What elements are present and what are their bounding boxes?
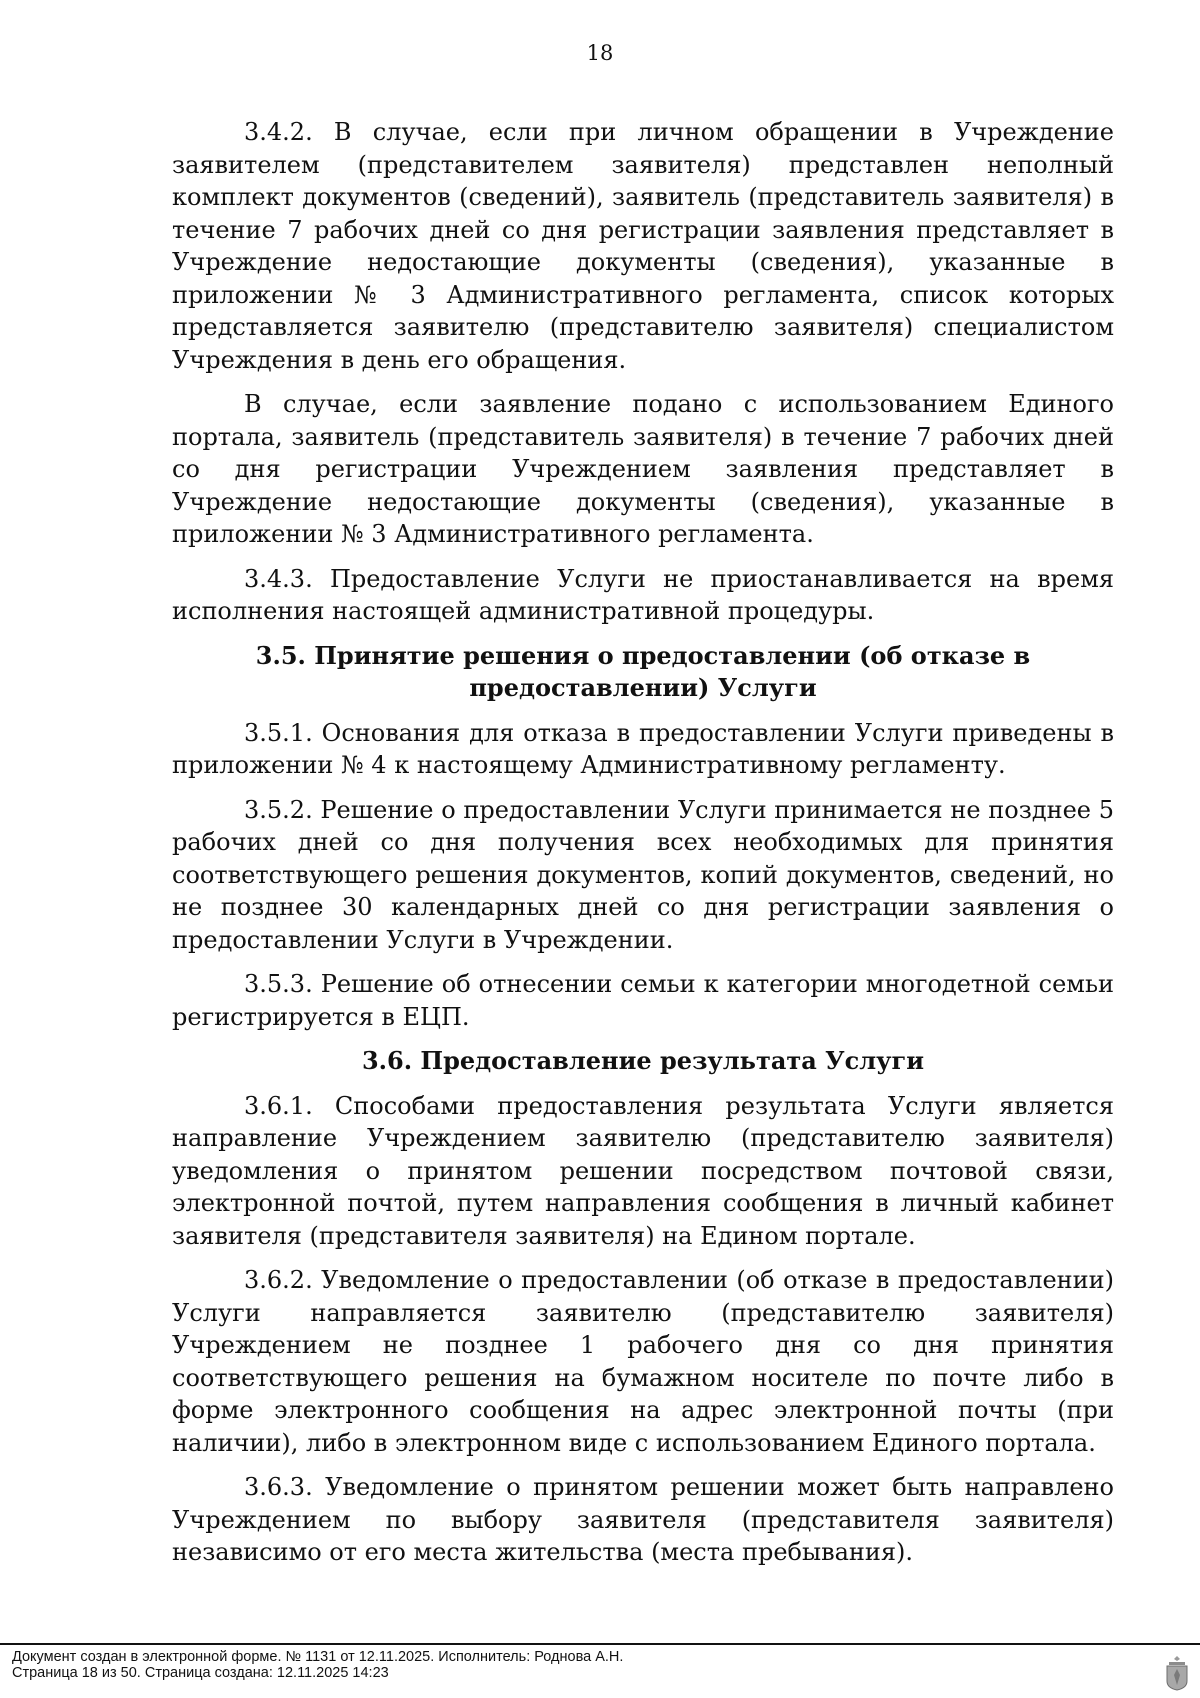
document-body [172, 116, 1114, 1581]
paragraph-3-6-1: 3.6.1. Способами предоставления результата Услуги является направление Учреждением заявителю (представителю заявителя) уведомления о принятом решении посредством почтовой связи, электронной почтой, путем направления сообщения в личный кабинет заявителя (представителя заявителя) на Едином портале. [172, 1091, 1114, 1250]
footer-divider [0, 1643, 1200, 1645]
footer-line-1: Документ создан в электронной форме. № 1131 от 12.11.2025. Исполнитель: Роднова А.Н. [12, 1649, 624, 1665]
page-number: 18 [586, 41, 614, 65]
heading-3-6: 3.6. Предоставление результата Услуги [361, 1046, 925, 1075]
paragraph-3-5-3: 3.5.3. Решение об отнесении семьи к категории многодетной семьи регистрируется в ЕЦП. [172, 970, 1114, 1031]
paragraph-3-6-2: 3.6.2. Уведомление о предоставлении (об отказе в предоставлении) Услуги направляется заявителю (представителю заявителя) Учреждением не позднее 1 рабочего дня со дня принятия соответствующего решения на бумажном носителе по почте либо в форме электронного сообщения на адрес электронной почты (при наличии), либо в электронном виде с использованием Единого портала. [172, 1266, 1114, 1457]
paragraph-3-4-3: 3.4.3. Предоставление Услуги не приостанавливается на время исполнения настоящей административной процедуры. [172, 564, 1114, 625]
heading-3-5: 3.5. Принятие решения о предоставлении (об отказе в предоставлении) Услуги [255, 640, 1031, 702]
footer-line-2: Страница 18 из 50. Страница создана: 12.11.2025 14:23 [12, 1665, 389, 1681]
paragraph-3-5-2: 3.5.2. Решение о предоставлении Услуги принимается не позднее 5 рабочих дней со дня получения всех необходимых для принятия соответствующего решения документов, копий документов, сведений, но не позднее 30 календарных дней со дня регистрации заявления о предоставлении Услуги в Учреждении. [172, 795, 1114, 954]
coat-of-arms-icon [1164, 1655, 1190, 1691]
paragraph-3-4-2: 3.4.2. В случае, если при личном обращении в Учреждение заявителем (представителем заявителя) представлен неполный комплект документов (сведений), заявитель (представитель заявителя) в течение 7 рабочих дней со дня регистрации заявления представляет в Учреждение недостающие документы (сведения), указанные в приложении № 3 Административного регламента, список которых представляется заявителю (представителю заявителя) специалистом Учреждения в день его обращения. [172, 118, 1114, 374]
paragraph-portal: В случае, если заявление подано с использованием Единого портала, заявитель (представитель заявителя) в течение 7 рабочих дней со дня регистрации Учреждением заявления представляет в Учреждение недостающие документы (сведения), указанные в приложении № 3 Административного регламента. [172, 390, 1114, 548]
paragraph-3-6-3: 3.6.3. Уведомление о принятом решении может быть направлено Учреждением по выбору заявителя (представителя заявителя) независимо от его места жительства (места пребывания). [172, 1473, 1114, 1566]
paragraph-3-5-1: 3.5.1. Основания для отказа в предоставлении Услуги приведены в приложении № 4 к настоящему Административному регламенту. [172, 718, 1114, 779]
footer [12, 1649, 623, 1681]
